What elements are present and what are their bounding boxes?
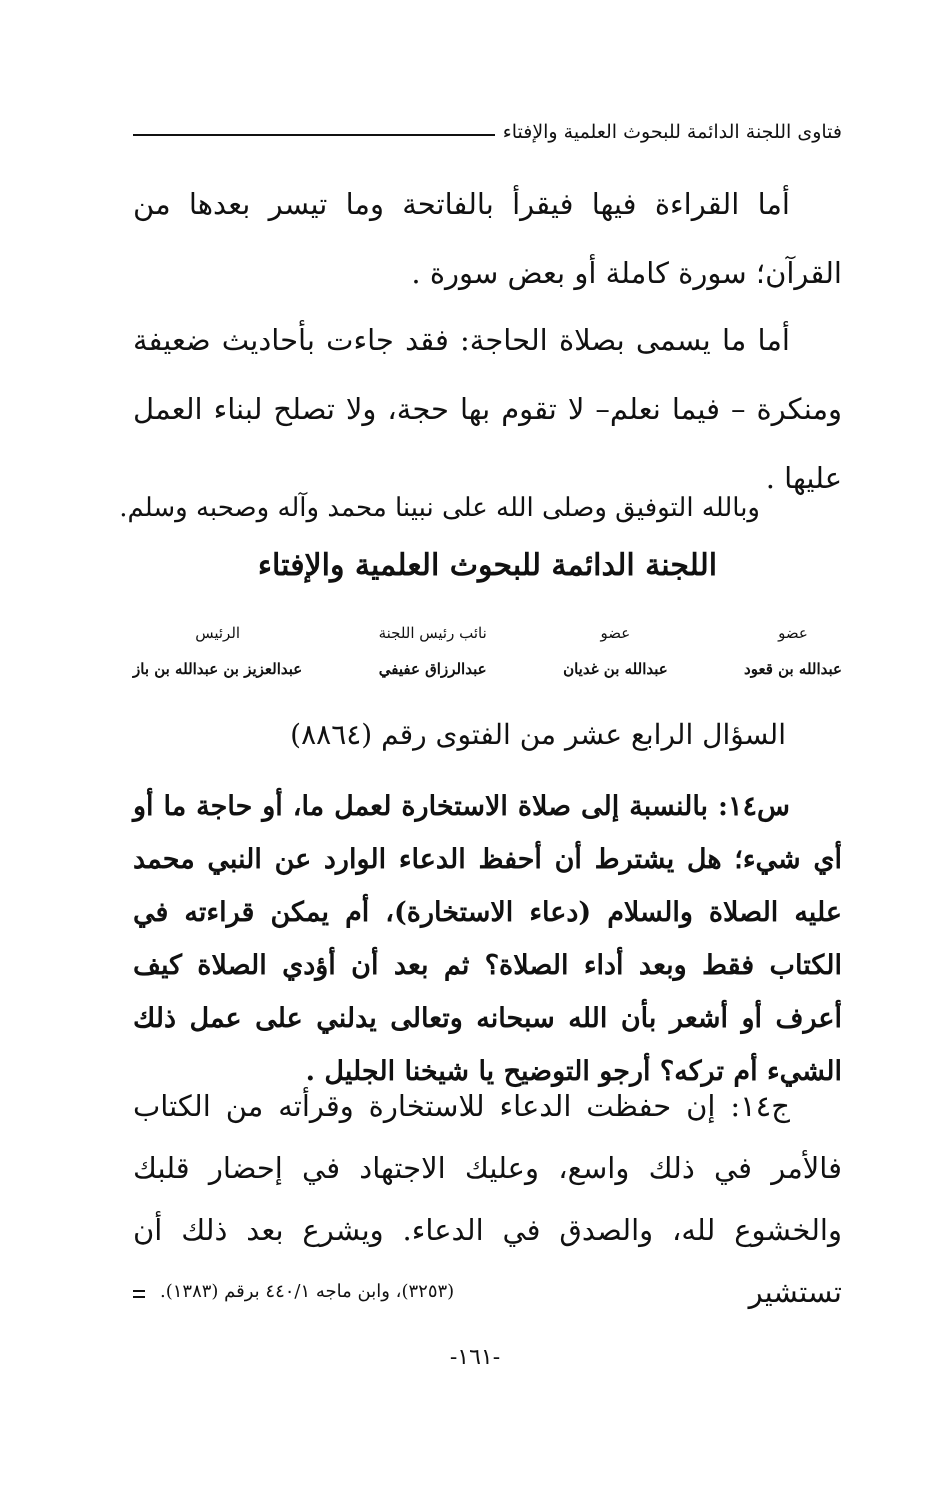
footnote-continuation-mark bbox=[133, 1290, 145, 1292]
signer-name: عبدالعزيز بن عبدالله بن باز bbox=[133, 660, 303, 678]
signer-role: نائب رئيس اللجنة bbox=[378, 624, 487, 642]
signer-member-1 bbox=[744, 615, 842, 687]
footnote: (٣٢٥٣)، وابن ماجه ٤٤٠/١ برقم (١٣٨٣). bbox=[160, 1281, 455, 1302]
running-header bbox=[133, 112, 842, 152]
answer-text: ج١٤: إن حفظت الدعاء للاستخارة وقرأته من الكتاب فالأمر في ذلك واسع، وعليك الاجتهاد في إحضار قلبك والخشوع لله، والصدق في الدعاء. ويشرع بعد ذلك أن تستشير bbox=[133, 1089, 842, 1309]
header-rule bbox=[133, 134, 495, 136]
signer-name: عبدالله بن قعود bbox=[744, 660, 842, 678]
paragraph-salat-al-hajah: أما ما يسمى بصلاة الحاجة: فقد جاءت بأحاديث ضعيفة ومنكرة – فيما نعلم– لا تقوم بها حجة، ولا تصلح لبناء العمل عليها . bbox=[133, 323, 842, 495]
signer-role: عضو bbox=[600, 624, 631, 642]
footnote-continuation-mark-lower bbox=[133, 1296, 145, 1298]
signer-name: عبدالرزاق عفيفي bbox=[378, 660, 487, 678]
question-text: س١٤: بالنسبة إلى صلاة الاستخارة لعمل ما، أو حاجة ما أو أي شيء؛ هل يشترط أن أحفظ الدعاء الوارد عن النبي محمد عليه الصلاة والسلام (دعاء الاستخارة)، أم يمكن قراءته في الكتاب فقط وبعد أداء الصلاة؟ ثم بعد أن أؤدي الصلاة كيف أعرف أو أشعر بأن الله سبحانه وتعالى يدلني على عمل ذلك الشيء أم تركه؟ أرجو التوضيح يا شيخنا الجليل . bbox=[133, 791, 842, 1087]
signer-chairman bbox=[133, 615, 302, 687]
page-number: -١٦١- bbox=[449, 1345, 501, 1370]
committee-title: اللجنة الدائمة للبحوث العلمية والإفتاء bbox=[257, 548, 718, 583]
signer-role: عضو bbox=[778, 624, 808, 642]
signer-role: الرئيس bbox=[195, 624, 241, 642]
paragraph-recitation: أما القراءة فيها فيقرأ بالفاتحة وما تيسر بعدها من القرآن؛ سورة كاملة أو بعض سورة . bbox=[133, 187, 842, 290]
signer-name: عبدالله بن غديان bbox=[563, 660, 668, 678]
question-heading: السؤال الرابع عشر من الفتوى رقم (٨٨٦٤) bbox=[290, 718, 786, 751]
signer-member-2 bbox=[563, 615, 668, 687]
header-title: فتاوى اللجنة الدائمة للبحوث العلمية والإفتاء bbox=[502, 121, 842, 143]
closing-line: وبالله التوفيق وصلى الله على نبينا محمد وآله وصحبه وسلم. bbox=[119, 493, 760, 523]
signer-vice-chairman bbox=[379, 615, 487, 687]
signatories bbox=[133, 615, 842, 687]
